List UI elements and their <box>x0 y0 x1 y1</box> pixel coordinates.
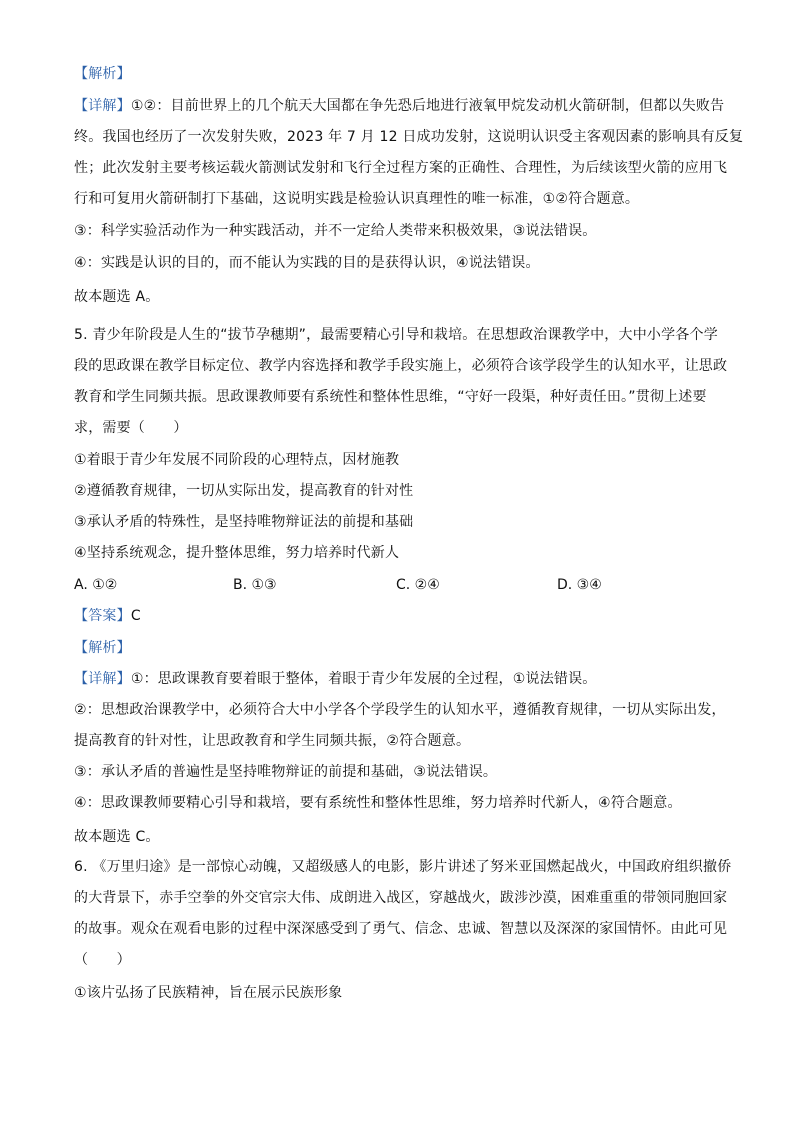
detail-text: ①：思政课教育要着眼于整体，着眼于青少年发展的全过程，①说法错误。 <box>130 671 597 687</box>
analysis-tag: 【解析】 <box>74 640 131 656</box>
answer-value: C <box>130 608 141 624</box>
question-stem-line: 段的思政课在教学目标定位、教学内容选择和教学手段实施上，必须符合该学段学生的认知水平，让思政 <box>74 358 728 374</box>
answer-line <box>74 606 141 626</box>
statement-item: ④坚持系统观念，提升整体思维，努力培养时代新人 <box>74 545 400 561</box>
detail-text: ①②：目前世界上的几个航天大国都在争先恐后地进行液氧甲烷发动机火箭研制，但都以失败告 <box>130 98 725 114</box>
detail-line: 行和可复用火箭研制打下基础，这说明实践是检验认识真理性的唯一标准，①②符合题意。 <box>74 191 640 207</box>
question-stem-line: 的大背景下，赤手空拳的外交官宗大伟、成朗进入战区，穿越战火，跋涉沙漠，困难重重的带领同胞回家 <box>74 890 728 906</box>
detail-line: ④：思政课教师要精心引导和栽培，要有系统性和整体性思维，努力培养时代新人，④符合题意。 <box>74 795 682 811</box>
detail-tag: 【详解】 <box>74 98 131 114</box>
detail-line: ③：科学实验活动作为一种实践活动，并不一定给人类带来积极效果，③说法错误。 <box>74 223 597 239</box>
conclusion-line: 故本题选 C。 <box>74 829 160 845</box>
analysis-heading <box>74 64 131 84</box>
statement-item: ③承认矛盾的特殊性，是坚持唯物辩证法的前提和基础 <box>74 514 414 530</box>
detail-line <box>74 669 597 689</box>
question-stem-line: 求，需要（ ） <box>74 420 188 436</box>
detail-line: ④：实践是认识的目的，而不能认为实践的目的是获得认识，④说法错误。 <box>74 255 540 271</box>
analysis-heading <box>74 638 131 658</box>
question-stem-line: （ ） <box>74 952 131 968</box>
detail-line: ③：承认矛盾的普遍性是坚持唯物辩证的前提和基础，③说法错误。 <box>74 764 498 780</box>
question-stem-line: 6. 《万里归途》是一部惊心动魄，又超级感人的电影，影片讲述了努米亚国燃起战火，中国政府组织撤侨 <box>74 859 732 875</box>
detail-line: 终。我国也经历了一次发射失败，2023 年 7 月 12 日成功发射，这说明认识受主客观因素的影响具有反复 <box>74 129 744 145</box>
detail-line: ②：思想政治课教学中，必须符合大中小学各个学段学生的认知水平，遵循教育规律，一切从实际出发， <box>74 702 726 718</box>
question-stem-line: 5. 青少年阶段是人生的“拔节孕穗期”，最需要精心引导和栽培。在思想政治课教学中，大中小学各个学 <box>74 327 718 343</box>
option-c: C. ②④ <box>396 577 440 593</box>
option-d: D. ③④ <box>557 577 602 593</box>
detail-tag: 【详解】 <box>74 671 131 687</box>
detail-line <box>74 96 724 116</box>
detail-line: 性；此次发射主要考核运载火箭测试发射和飞行全过程方案的正确性、合理性，为后续该型火箭的应用飞 <box>74 160 728 176</box>
option-b: B. ①③ <box>233 577 277 593</box>
option-a: A. ①② <box>74 577 118 593</box>
statement-item: ②遵循教育规律，一切从实际出发，提高教育的针对性 <box>74 483 414 499</box>
question-stem-line: 的故事。观众在观看电影的过程中深深感受到了勇气、信念、忠诚、智慧以及深深的家国情怀。由此可见 <box>74 921 728 937</box>
statement-item: ①着眼于青少年发展不同阶段的心理特点，因材施教 <box>74 452 400 468</box>
analysis-tag: 【解析】 <box>74 66 131 82</box>
detail-line: 提高教育的针对性，让思政教育和学生同频共振，②符合题意。 <box>74 733 471 749</box>
conclusion-line: 故本题选 A。 <box>74 289 160 305</box>
statement-item: ①该片弘扬了民族精神，旨在展示民族形象 <box>74 985 343 1001</box>
question-stem-line: 教育和学生同频共振。思政课教师要有系统性和整体性思维，“守好一段渠，种好责任田。”贯彻上述要 <box>74 389 707 405</box>
answer-tag: 【答案】 <box>74 608 131 624</box>
